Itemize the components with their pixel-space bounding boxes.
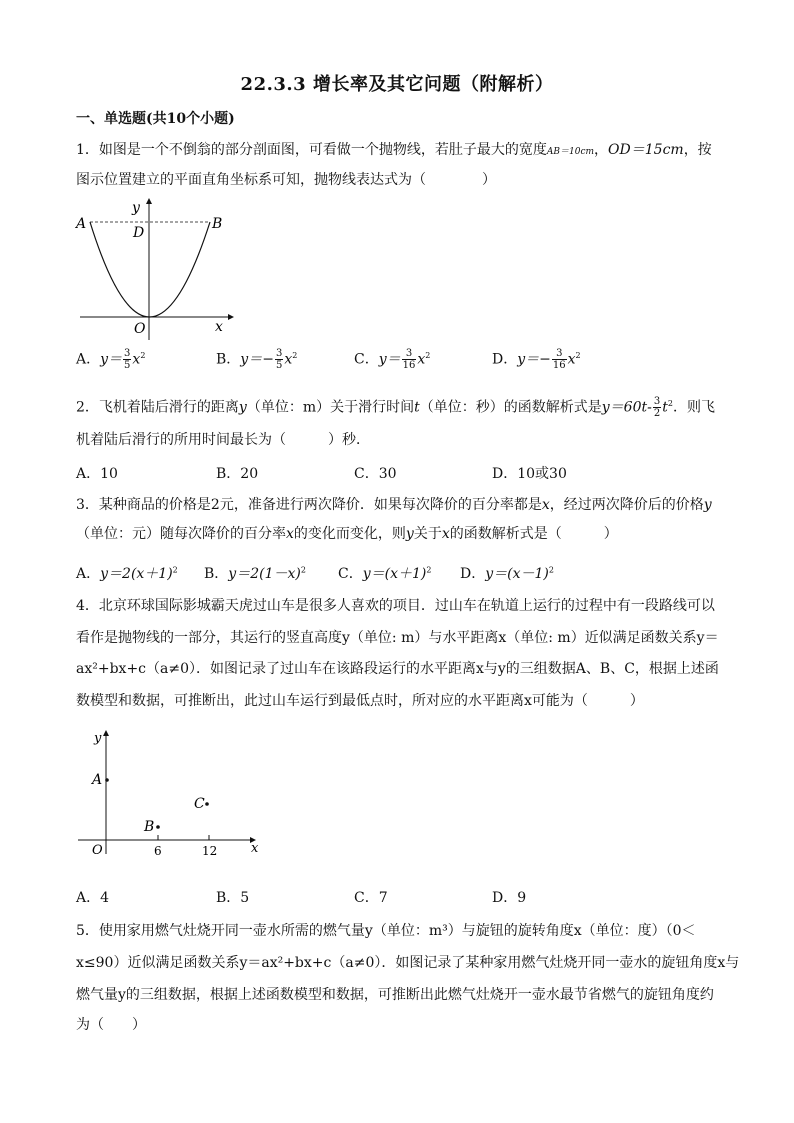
q4-tick-label-12: 12 xyxy=(202,844,218,858)
q2-line-2: 机着陆后滑行的所用时间最长为（ ）秒． xyxy=(76,432,370,448)
q1-option-a-var: x xyxy=(132,351,141,368)
q4-option-a[interactable]: A．4 xyxy=(76,890,110,906)
q1-option-a[interactable] xyxy=(76,348,145,371)
q2-formula-exp: 2 xyxy=(667,399,673,408)
q1-option-c-lhs: y＝ xyxy=(378,351,401,368)
q2-formula-frac xyxy=(653,396,661,419)
q3-option-b-expr: y＝2(1－x) xyxy=(228,566,301,582)
q3-var-x-3: x xyxy=(441,526,450,542)
q1-option-b-var: x xyxy=(284,351,293,368)
q4-line-1: 4．北京环球国际影城霸天虎过山车是很多人喜欢的项目．过山车在轨道上运行的过程中有一段路线可以 xyxy=(76,598,715,614)
q4-y-arrow xyxy=(103,730,109,736)
q1-sep: ， xyxy=(594,142,609,158)
q1-option-d-sign: − xyxy=(539,351,551,368)
q5-line-4: 为（ ） xyxy=(76,1017,146,1033)
q3-option-c-exp: 2 xyxy=(426,565,432,575)
q1-option-d[interactable] xyxy=(492,348,581,371)
q2-line-1 xyxy=(76,395,715,419)
q1-option-d-label: D． xyxy=(492,351,518,368)
q2-text-b: （单位：m）关于滑行时间 xyxy=(246,399,415,416)
q4-option-c[interactable]: C．7 xyxy=(354,890,388,906)
q1-label-x: x xyxy=(215,319,223,335)
q1-option-b-lhs: y＝ xyxy=(240,351,263,368)
q3-text-b: ，经过两次降价后的价格 xyxy=(549,497,704,513)
q3-text-2c: 关于 xyxy=(413,526,442,542)
q4-label-y: y xyxy=(94,731,102,746)
q3-option-a-label: A． xyxy=(76,566,101,582)
q3-line-1 xyxy=(76,496,712,514)
q2-text-a: 2．飞机着陆后滑行的距离 xyxy=(76,399,239,416)
q1-ab-expr: AB＝10cm xyxy=(546,147,595,157)
q1-option-b-exp: 2 xyxy=(292,350,298,360)
q2-option-b[interactable]: B．20 xyxy=(216,466,259,482)
q4-label-x: x xyxy=(251,841,259,856)
q1-option-a-exp: 2 xyxy=(140,350,146,360)
q3-option-d[interactable] xyxy=(460,563,554,583)
q1-option-b-den: 5 xyxy=(275,360,283,371)
q5-line-1: 5．使用家用燃气灶烧开同一壶水所需的燃气量y（单位：m³）与旋钮的旋转角度x（单位：度）（0＜ xyxy=(76,923,696,939)
q2-option-c[interactable]: C．30 xyxy=(354,466,397,482)
q3-option-b[interactable] xyxy=(204,563,306,583)
q4-line-4: 数模型和数据，可推断出，此过山车运行到最低点时，所对应的水平距离x可能为（ ） xyxy=(76,693,644,709)
q3-option-c-expr: y＝(x＋1) xyxy=(362,566,427,582)
q5-line-2: x≤90）近似满足函数关系y＝ax²+bx+c（a≠0）．如图记录了某种家用燃气灶烧开同一壶水的旋钮角度x与 xyxy=(76,955,740,971)
q3-text-2d: 的函数解析式是（ ） xyxy=(449,526,618,542)
q2-option-a[interactable]: A．10 xyxy=(76,466,118,482)
q3-var-x-2: x xyxy=(286,526,294,542)
q2-formula-num: 3 xyxy=(653,396,661,408)
q3-text-a: 3．某种商品的价格是2元，准备进行两次降价．如果每次降价的百分率都是 xyxy=(76,497,542,513)
q1-option-d-frac xyxy=(552,348,567,371)
q2-option-d[interactable]: D．10或30 xyxy=(492,466,567,482)
q2-text-c: （单位：秒）的函数解析式是 xyxy=(419,399,602,416)
q1-option-a-num: 3 xyxy=(124,348,131,359)
q4-point-C xyxy=(205,802,209,806)
q3-option-d-expr: y＝(x－1) xyxy=(485,566,549,582)
q1-label-y: y xyxy=(132,200,140,216)
q1-parabola-figure xyxy=(70,196,240,346)
q2-formula-lhs: y＝60t- xyxy=(601,399,652,416)
q1-option-a-label: A． xyxy=(76,351,101,368)
q4-option-d[interactable]: D．9 xyxy=(492,890,527,906)
q1-option-c-num: 3 xyxy=(402,348,417,360)
q1-option-d-num: 3 xyxy=(552,348,567,360)
q1-line-1 xyxy=(76,141,712,161)
q2-var-t: t xyxy=(414,399,420,416)
q1-option-b[interactable] xyxy=(216,348,297,371)
q1-option-a-lhs: y＝ xyxy=(100,351,123,368)
q3-option-a-expr: y＝2(x＋1) xyxy=(100,566,173,582)
q1-label-O: O xyxy=(134,321,146,337)
q3-option-b-label: B． xyxy=(204,566,229,582)
q4-line-3: ax²+bx+c（a≠0）．如图记录了过山车在该路段运行的水平距离x与y的三组数据A、B、C，根据上述函 xyxy=(76,661,719,677)
q1-tail: ，按 xyxy=(683,142,712,158)
q3-option-a[interactable] xyxy=(76,563,178,583)
q3-option-c-label: C． xyxy=(338,566,363,582)
q1-parabola-curve xyxy=(90,222,210,317)
q3-text-2a: （单位：元）随每次降价的百分率 xyxy=(76,526,286,542)
q1-od-expr: OD＝15cm xyxy=(608,142,684,158)
q1-label-A: A xyxy=(76,216,87,232)
q1-option-c-frac xyxy=(402,348,417,371)
q1-option-c[interactable] xyxy=(354,348,430,371)
q1-option-c-label: C． xyxy=(354,351,379,368)
q1-option-b-sign: − xyxy=(262,351,274,368)
q3-var-x: x xyxy=(541,497,550,513)
q3-option-d-exp: 2 xyxy=(548,565,554,575)
section-heading: 一、单选题(共10个小题) xyxy=(76,111,235,127)
q4-coordinate-figure xyxy=(70,726,270,861)
q1-option-d-den: 16 xyxy=(552,360,566,371)
q4-line-2: 看作是抛物线的一部分，其运行的竖直高度y（单位: m）与水平距离x（单位: m）近似满足函数关系y＝ xyxy=(76,630,719,646)
page-title: 22.3.3 增长率及其它问题（附解析） xyxy=(240,74,554,95)
q3-option-c[interactable] xyxy=(338,563,431,583)
q3-var-y-2: y xyxy=(405,526,414,542)
q4-tick-label-6: 6 xyxy=(154,844,162,858)
q4-label-C: C xyxy=(194,796,205,812)
q1-label-B: B xyxy=(212,216,223,232)
q3-line-2 xyxy=(76,525,618,543)
q3-option-d-label: D． xyxy=(460,566,486,582)
q1-label-D: D xyxy=(133,225,145,241)
q5-line-3: 燃气量y的三组数据，根据上述函数模型和数据，可推断出此燃气灶烧开一壶水最节省燃气的旋钮角度约 xyxy=(76,987,714,1003)
q2-formula-var: t xyxy=(662,399,668,416)
q4-point-B xyxy=(156,825,160,829)
q1-option-a-frac xyxy=(123,348,131,371)
q4-option-b[interactable]: B．5 xyxy=(216,890,250,906)
q2-text-d: ．则飞 xyxy=(672,399,715,416)
q3-option-a-exp: 2 xyxy=(172,565,178,575)
q4-label-O: O xyxy=(92,843,103,858)
q4-label-B: B xyxy=(144,819,155,835)
q1-text: 1．如图是一个不倒翁的部分剖面图，可看做一个抛物线，若肚子最大的宽度 xyxy=(76,142,547,158)
q1-option-c-den: 16 xyxy=(402,360,416,371)
q3-var-y: y xyxy=(703,497,712,513)
q1-option-b-label: B． xyxy=(216,351,241,368)
q1-option-a-den: 5 xyxy=(124,360,131,371)
q1-line-2: 图示位置建立的平面直角坐标系可知，抛物线表达式为（ ） xyxy=(76,172,496,188)
q1-x-arrow xyxy=(228,314,234,320)
q1-option-c-var: x xyxy=(417,351,426,368)
q4-point-A xyxy=(105,778,109,782)
q1-option-d-var: x xyxy=(567,351,576,368)
q2-formula-den: 2 xyxy=(653,408,661,420)
q1-option-d-lhs: y＝ xyxy=(517,351,540,368)
q3-text-2b: 的变化而变化，则 xyxy=(293,526,406,542)
q1-y-arrow xyxy=(146,198,152,204)
q1-option-c-exp: 2 xyxy=(425,350,431,360)
q1-option-d-exp: 2 xyxy=(575,350,581,360)
q1-option-b-num: 3 xyxy=(275,348,283,359)
q2-var-y: y xyxy=(238,399,247,416)
q3-option-b-exp: 2 xyxy=(300,565,306,575)
q4-label-A: A xyxy=(92,772,103,788)
q1-option-b-frac xyxy=(275,348,283,371)
